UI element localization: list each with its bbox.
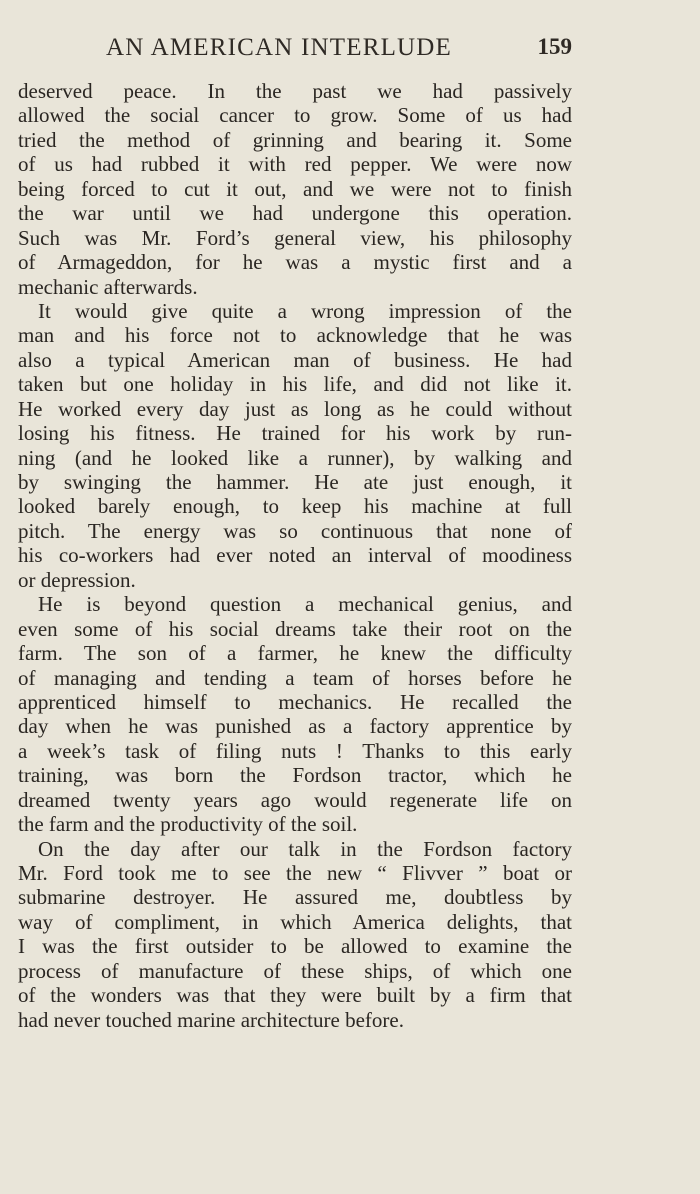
text-line: Mr. Ford took me to see the new “ Flivver ” boat or — [18, 861, 572, 885]
page-number: 159 — [537, 34, 572, 59]
text-line: day when he was punished as a factory apprentice by — [18, 714, 572, 739]
text-line: of managing and tending a team of horses before he — [18, 665, 572, 690]
text-line: farm. The son of a farmer, he knew the difficulty — [18, 641, 572, 666]
text-line: taken but one holiday in his life, and did not like it. — [18, 372, 572, 397]
paragraph-first-line: It would give quite a wrong impression of the — [38, 298, 572, 323]
paragraph-first-line: He is beyond question a mechanical genius, and — [38, 592, 572, 617]
text-line: had never touched marine architecture before. — [18, 1007, 404, 1032]
text-line: Such was Mr. Ford’s general view, his philosophy — [18, 225, 572, 250]
text-line: tried the method of grinning and bearing it. Some — [18, 127, 572, 152]
text-line: being forced to cut it out, and we were not to finish — [18, 176, 572, 201]
text-line: ning (and he looked like a runner), by walking and — [18, 445, 572, 470]
text-line: I was the first outsider to be allowed to examine the — [18, 934, 572, 959]
text-line: of Armageddon, for he was a mystic first and a — [18, 250, 572, 275]
body-text — [18, 79, 572, 1032]
text-line: way of compliment, in which America delights, that — [18, 909, 572, 934]
text-line: mechanic afterwards. — [18, 274, 198, 299]
text-line: deserved peace. In the past we had passively — [18, 79, 572, 103]
text-line: pitch. The energy was so continuous that none of — [18, 518, 572, 543]
text-line: submarine destroyer. He assured me, doubtless by — [18, 885, 572, 910]
text-line: also a typical American man of business. He had — [18, 347, 572, 372]
text-line: or depression. — [18, 567, 136, 592]
text-line: He worked every day just as long as he could without — [18, 396, 572, 421]
text-line: allowed the social cancer to grow. Some of us had — [18, 103, 572, 128]
text-line: his co-workers had ever noted an interval of moodiness — [18, 543, 572, 568]
paragraph-first-line: On the day after our talk in the Fordson factory — [38, 836, 572, 861]
running-title: AN AMERICAN INTERLUDE — [106, 34, 453, 61]
text-line: even some of his social dreams take their root on the — [18, 616, 572, 641]
text-line: the farm and the productivity of the soil. — [18, 812, 358, 837]
text-line: of us had rubbed it with red pepper. We were now — [18, 152, 572, 177]
text-line: a week’s task of filing nuts ! Thanks to this early — [18, 738, 572, 763]
text-line: training, was born the Fordson tractor, which he — [18, 763, 572, 788]
text-line: looked barely enough, to keep his machine at full — [18, 494, 572, 519]
text-line: by swinging the hammer. He ate just enough, it — [18, 470, 572, 494]
text-line: dreamed twenty years ago would regenerate life on — [18, 787, 572, 812]
text-line: of the wonders was that they were built by a firm that — [18, 983, 572, 1008]
text-line: the war until we had undergone this operation. — [18, 201, 572, 226]
text-line: losing his fitness. He trained for his work by run- — [18, 421, 572, 446]
text-line: process of manufacture of these ships, of which one — [18, 958, 572, 983]
text-line: apprenticed himself to mechanics. He recalled the — [18, 689, 572, 714]
text-line: man and his force not to acknowledge that he was — [18, 323, 572, 348]
running-head — [18, 34, 572, 64]
